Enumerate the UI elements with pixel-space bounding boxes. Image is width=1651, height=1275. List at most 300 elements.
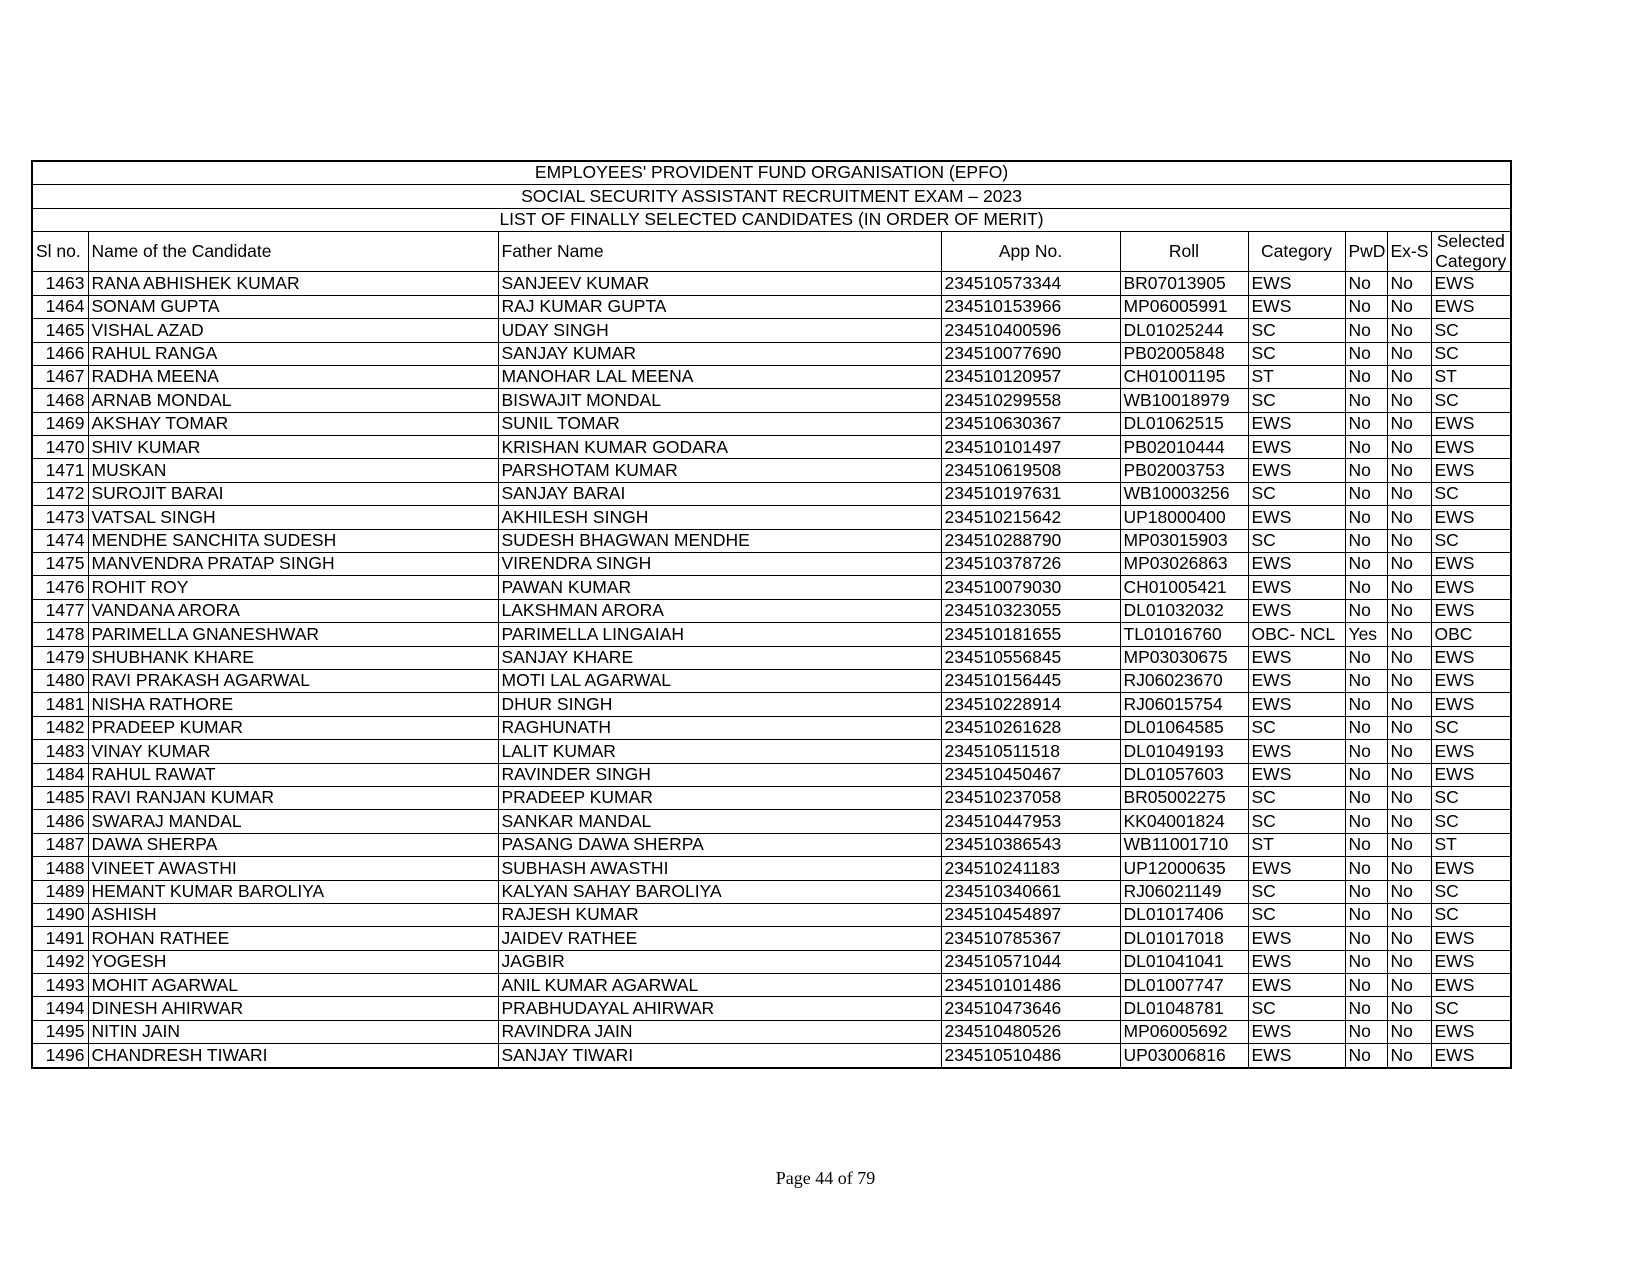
cell-ex-serviceman: No: [1387, 459, 1431, 482]
cell-roll: DL01017406: [1120, 903, 1248, 926]
table-row: [32, 459, 1511, 482]
cell-roll: BR05002275: [1120, 786, 1248, 809]
cell-pwd: No: [1345, 1020, 1387, 1043]
cell-sl-no: 1472: [32, 482, 88, 505]
cell-selected-category: EWS: [1431, 974, 1511, 997]
cell-category: SC: [1248, 810, 1345, 833]
cell-roll: DL01007747: [1120, 974, 1248, 997]
cell-ex-serviceman: No: [1387, 623, 1431, 646]
cell-sl-no: 1467: [32, 365, 88, 388]
cell-category: EWS: [1248, 599, 1345, 622]
cell-category: SC: [1248, 389, 1345, 412]
cell-roll: DL01041041: [1120, 950, 1248, 973]
cell-father-name: SANJAY KUMAR: [498, 342, 941, 365]
cell-sl-no: 1480: [32, 670, 88, 693]
cell-app-no: 234510323055: [941, 599, 1120, 622]
cell-selected-category: EWS: [1431, 1044, 1511, 1068]
header-father-name: Father Name: [498, 232, 941, 272]
table-row: [32, 365, 1511, 388]
cell-pwd: No: [1345, 389, 1387, 412]
cell-roll: MP06005692: [1120, 1020, 1248, 1043]
cell-selected-category: EWS: [1431, 670, 1511, 693]
cell-ex-serviceman: No: [1387, 833, 1431, 856]
cell-sl-no: 1477: [32, 599, 88, 622]
cell-app-no: 234510400596: [941, 319, 1120, 342]
cell-father-name: RAVINDER SINGH: [498, 763, 941, 786]
cell-candidate-name: SHUBHANK KHARE: [88, 646, 498, 669]
cell-pwd: No: [1345, 482, 1387, 505]
cell-selected-category: EWS: [1431, 693, 1511, 716]
cell-pwd: No: [1345, 459, 1387, 482]
table-row: [32, 295, 1511, 318]
cell-candidate-name: AKSHAY TOMAR: [88, 412, 498, 435]
cell-app-no: 234510299558: [941, 389, 1120, 412]
cell-ex-serviceman: No: [1387, 319, 1431, 342]
cell-roll: RJ06021149: [1120, 880, 1248, 903]
cell-selected-category: EWS: [1431, 599, 1511, 622]
cell-selected-category: SC: [1431, 342, 1511, 365]
cell-category: EWS: [1248, 763, 1345, 786]
cell-sl-no: 1474: [32, 529, 88, 552]
cell-roll: MP03030675: [1120, 646, 1248, 669]
cell-category: EWS: [1248, 295, 1345, 318]
cell-father-name: RAVINDRA JAIN: [498, 1020, 941, 1043]
table-row: [32, 436, 1511, 459]
cell-ex-serviceman: No: [1387, 927, 1431, 950]
cell-selected-category: EWS: [1431, 646, 1511, 669]
cell-sl-no: 1492: [32, 950, 88, 973]
exam-title-row: [32, 185, 1511, 208]
table-row: [32, 786, 1511, 809]
cell-father-name: RAGHUNATH: [498, 716, 941, 739]
cell-selected-category: EWS: [1431, 295, 1511, 318]
cell-ex-serviceman: No: [1387, 436, 1431, 459]
cell-selected-category: EWS: [1431, 436, 1511, 459]
cell-pwd: No: [1345, 786, 1387, 809]
cell-roll: MP03026863: [1120, 553, 1248, 576]
cell-roll: CH01001195: [1120, 365, 1248, 388]
table-row: [32, 716, 1511, 739]
cell-candidate-name: SHIV KUMAR: [88, 436, 498, 459]
cell-app-no: 234510473646: [941, 997, 1120, 1020]
cell-pwd: No: [1345, 740, 1387, 763]
cell-app-no: 234510510486: [941, 1044, 1120, 1068]
cell-selected-category: SC: [1431, 880, 1511, 903]
table-row: [32, 740, 1511, 763]
cell-ex-serviceman: No: [1387, 903, 1431, 926]
cell-sl-no: 1475: [32, 553, 88, 576]
cell-selected-category: SC: [1431, 389, 1511, 412]
cell-selected-category: EWS: [1431, 950, 1511, 973]
cell-category: ST: [1248, 833, 1345, 856]
cell-father-name: PASANG DAWA SHERPA: [498, 833, 941, 856]
cell-candidate-name: VANDANA ARORA: [88, 599, 498, 622]
cell-roll: WB11001710: [1120, 833, 1248, 856]
cell-father-name: PRADEEP KUMAR: [498, 786, 941, 809]
cell-selected-category: SC: [1431, 903, 1511, 926]
table-row: [32, 482, 1511, 505]
cell-sl-no: 1491: [32, 927, 88, 950]
cell-category: ST: [1248, 365, 1345, 388]
cell-pwd: No: [1345, 903, 1387, 926]
cell-candidate-name: MENDHE SANCHITA SUDESH: [88, 529, 498, 552]
cell-ex-serviceman: No: [1387, 740, 1431, 763]
cell-roll: BR07013905: [1120, 272, 1248, 295]
cell-app-no: 234510288790: [941, 529, 1120, 552]
table-row: [32, 553, 1511, 576]
table-row: [32, 950, 1511, 973]
table-row: [32, 623, 1511, 646]
cell-selected-category: EWS: [1431, 459, 1511, 482]
cell-pwd: No: [1345, 716, 1387, 739]
cell-father-name: PARIMELLA LINGAIAH: [498, 623, 941, 646]
cell-category: SC: [1248, 903, 1345, 926]
cell-pwd: No: [1345, 880, 1387, 903]
cell-candidate-name: PARIMELLA GNANESHWAR: [88, 623, 498, 646]
cell-app-no: 234510228914: [941, 693, 1120, 716]
cell-candidate-name: RADHA MEENA: [88, 365, 498, 388]
cell-sl-no: 1489: [32, 880, 88, 903]
cell-sl-no: 1465: [32, 319, 88, 342]
cell-roll: DL01025244: [1120, 319, 1248, 342]
cell-candidate-name: SUROJIT BARAI: [88, 482, 498, 505]
cell-ex-serviceman: No: [1387, 1044, 1431, 1068]
cell-candidate-name: NISHA RATHORE: [88, 693, 498, 716]
cell-category: OBC- NCL: [1248, 623, 1345, 646]
cell-pwd: No: [1345, 950, 1387, 973]
cell-selected-category: ST: [1431, 365, 1511, 388]
table-row: [32, 342, 1511, 365]
cell-app-no: 234510619508: [941, 459, 1120, 482]
cell-sl-no: 1484: [32, 763, 88, 786]
cell-category: EWS: [1248, 646, 1345, 669]
cell-sl-no: 1495: [32, 1020, 88, 1043]
cell-roll: DL01049193: [1120, 740, 1248, 763]
cell-roll: WB10018979: [1120, 389, 1248, 412]
cell-app-no: 234510197631: [941, 482, 1120, 505]
cell-roll: DL01062515: [1120, 412, 1248, 435]
cell-selected-category: EWS: [1431, 272, 1511, 295]
cell-candidate-name: HEMANT KUMAR BAROLIYA: [88, 880, 498, 903]
table-body: [32, 272, 1511, 1068]
cell-ex-serviceman: No: [1387, 342, 1431, 365]
cell-ex-serviceman: No: [1387, 599, 1431, 622]
cell-ex-serviceman: No: [1387, 950, 1431, 973]
cell-sl-no: 1468: [32, 389, 88, 412]
table-row: [32, 412, 1511, 435]
org-title-row: [32, 161, 1511, 185]
cell-app-no: 234510386543: [941, 833, 1120, 856]
cell-ex-serviceman: No: [1387, 576, 1431, 599]
table-row: [32, 693, 1511, 716]
cell-ex-serviceman: No: [1387, 272, 1431, 295]
cell-candidate-name: CHANDRESH TIWARI: [88, 1044, 498, 1068]
cell-father-name: DHUR SINGH: [498, 693, 941, 716]
table-header-row: [32, 232, 1511, 272]
cell-ex-serviceman: No: [1387, 1020, 1431, 1043]
cell-father-name: SANKAR MANDAL: [498, 810, 941, 833]
cell-app-no: 234510378726: [941, 553, 1120, 576]
cell-ex-serviceman: No: [1387, 295, 1431, 318]
cell-sl-no: 1496: [32, 1044, 88, 1068]
cell-candidate-name: VISHAL AZAD: [88, 319, 498, 342]
cell-app-no: 234510556845: [941, 646, 1120, 669]
cell-category: SC: [1248, 529, 1345, 552]
cell-candidate-name: SONAM GUPTA: [88, 295, 498, 318]
cell-ex-serviceman: No: [1387, 716, 1431, 739]
cell-candidate-name: DAWA SHERPA: [88, 833, 498, 856]
cell-roll: DL01017018: [1120, 927, 1248, 950]
cell-ex-serviceman: No: [1387, 974, 1431, 997]
cell-roll: MP03015903: [1120, 529, 1248, 552]
cell-category: EWS: [1248, 1020, 1345, 1043]
cell-sl-no: 1486: [32, 810, 88, 833]
cell-category: EWS: [1248, 459, 1345, 482]
cell-sl-no: 1469: [32, 412, 88, 435]
cell-selected-category: SC: [1431, 716, 1511, 739]
table-row: [32, 857, 1511, 880]
cell-pwd: No: [1345, 646, 1387, 669]
cell-app-no: 234510156445: [941, 670, 1120, 693]
list-title-row: [32, 208, 1511, 231]
cell-sl-no: 1463: [32, 272, 88, 295]
cell-pwd: No: [1345, 506, 1387, 529]
cell-selected-category: EWS: [1431, 506, 1511, 529]
cell-app-no: 234510630367: [941, 412, 1120, 435]
cell-sl-no: 1482: [32, 716, 88, 739]
cell-ex-serviceman: No: [1387, 389, 1431, 412]
cell-roll: PB02005848: [1120, 342, 1248, 365]
cell-father-name: PRABHUDAYAL AHIRWAR: [498, 997, 941, 1020]
cell-candidate-name: ROHIT ROY: [88, 576, 498, 599]
cell-father-name: SANJEEV KUMAR: [498, 272, 941, 295]
cell-father-name: MANOHAR LAL MEENA: [498, 365, 941, 388]
cell-father-name: VIRENDRA SINGH: [498, 553, 941, 576]
cell-app-no: 234510241183: [941, 857, 1120, 880]
cell-candidate-name: DINESH AHIRWAR: [88, 997, 498, 1020]
cell-category: EWS: [1248, 857, 1345, 880]
cell-ex-serviceman: No: [1387, 786, 1431, 809]
cell-pwd: No: [1345, 436, 1387, 459]
cell-ex-serviceman: No: [1387, 506, 1431, 529]
cell-selected-category: EWS: [1431, 412, 1511, 435]
cell-selected-category: EWS: [1431, 763, 1511, 786]
cell-candidate-name: VINEET AWASTHI: [88, 857, 498, 880]
cell-roll: UP03006816: [1120, 1044, 1248, 1068]
cell-category: SC: [1248, 319, 1345, 342]
cell-category: SC: [1248, 342, 1345, 365]
cell-pwd: No: [1345, 342, 1387, 365]
list-title: LIST OF FINALLY SELECTED CANDIDATES (IN ORDER OF MERIT): [32, 208, 1511, 231]
cell-app-no: 234510237058: [941, 786, 1120, 809]
cell-father-name: MOTI LAL AGARWAL: [498, 670, 941, 693]
table-row: [32, 576, 1511, 599]
header-pwd: PwD: [1345, 232, 1387, 272]
cell-ex-serviceman: No: [1387, 670, 1431, 693]
cell-pwd: No: [1345, 272, 1387, 295]
cell-ex-serviceman: No: [1387, 553, 1431, 576]
cell-category: EWS: [1248, 1044, 1345, 1068]
cell-pwd: No: [1345, 295, 1387, 318]
cell-app-no: 234510480526: [941, 1020, 1120, 1043]
cell-sl-no: 1466: [32, 342, 88, 365]
cell-sl-no: 1485: [32, 786, 88, 809]
cell-roll: UP18000400: [1120, 506, 1248, 529]
cell-pwd: Yes: [1345, 623, 1387, 646]
cell-app-no: 234510573344: [941, 272, 1120, 295]
table-row: [32, 880, 1511, 903]
cell-pwd: No: [1345, 763, 1387, 786]
org-title: EMPLOYEES' PROVIDENT FUND ORGANISATION (EPFO): [32, 161, 1511, 185]
cell-sl-no: 1464: [32, 295, 88, 318]
cell-roll: KK04001824: [1120, 810, 1248, 833]
cell-app-no: 234510511518: [941, 740, 1120, 763]
header-sl-no: Sl no.: [32, 232, 88, 272]
table-row: [32, 529, 1511, 552]
selected-candidates-table-container: [31, 160, 1507, 1069]
cell-father-name: SUDESH BHAGWAN MENDHE: [498, 529, 941, 552]
cell-pwd: No: [1345, 857, 1387, 880]
cell-pwd: No: [1345, 1044, 1387, 1068]
cell-selected-category: EWS: [1431, 1020, 1511, 1043]
cell-ex-serviceman: No: [1387, 997, 1431, 1020]
cell-father-name: UDAY SINGH: [498, 319, 941, 342]
cell-category: EWS: [1248, 553, 1345, 576]
cell-category: EWS: [1248, 927, 1345, 950]
cell-candidate-name: RAVI PRAKASH AGARWAL: [88, 670, 498, 693]
cell-candidate-name: VINAY KUMAR: [88, 740, 498, 763]
cell-pwd: No: [1345, 974, 1387, 997]
cell-ex-serviceman: No: [1387, 412, 1431, 435]
cell-category: EWS: [1248, 576, 1345, 599]
table-row: [32, 974, 1511, 997]
cell-candidate-name: ASHISH: [88, 903, 498, 926]
cell-ex-serviceman: No: [1387, 693, 1431, 716]
cell-sl-no: 1488: [32, 857, 88, 880]
cell-father-name: SUNIL TOMAR: [498, 412, 941, 435]
cell-candidate-name: RAHUL RANGA: [88, 342, 498, 365]
cell-category: EWS: [1248, 740, 1345, 763]
cell-ex-serviceman: No: [1387, 646, 1431, 669]
cell-category: SC: [1248, 482, 1345, 505]
table-row: [32, 810, 1511, 833]
cell-roll: DL01064585: [1120, 716, 1248, 739]
cell-ex-serviceman: No: [1387, 857, 1431, 880]
cell-father-name: AKHILESH SINGH: [498, 506, 941, 529]
cell-roll: PB02010444: [1120, 436, 1248, 459]
table-row: [32, 903, 1511, 926]
cell-app-no: 234510153966: [941, 295, 1120, 318]
page-footer: Page 44 of 79: [775, 1168, 876, 1188]
cell-roll: WB10003256: [1120, 482, 1248, 505]
cell-candidate-name: MUSKAN: [88, 459, 498, 482]
cell-sl-no: 1483: [32, 740, 88, 763]
cell-roll: DL01057603: [1120, 763, 1248, 786]
cell-father-name: RAJESH KUMAR: [498, 903, 941, 926]
cell-pwd: No: [1345, 833, 1387, 856]
cell-app-no: 234510101486: [941, 974, 1120, 997]
cell-father-name: SANJAY BARAI: [498, 482, 941, 505]
cell-father-name: SANJAY TIWARI: [498, 1044, 941, 1068]
cell-category: EWS: [1248, 272, 1345, 295]
cell-selected-category: EWS: [1431, 553, 1511, 576]
table-row: [32, 272, 1511, 295]
cell-candidate-name: PRADEEP KUMAR: [88, 716, 498, 739]
selected-candidates-table: [31, 160, 1512, 1069]
header-roll: Roll: [1120, 232, 1248, 272]
cell-category: EWS: [1248, 670, 1345, 693]
header-app-no: App No.: [941, 232, 1120, 272]
cell-roll: MP06005991: [1120, 295, 1248, 318]
cell-roll: TL01016760: [1120, 623, 1248, 646]
table-row: [32, 833, 1511, 856]
cell-candidate-name: MOHIT AGARWAL: [88, 974, 498, 997]
cell-pwd: No: [1345, 670, 1387, 693]
cell-candidate-name: ARNAB MONDAL: [88, 389, 498, 412]
cell-category: SC: [1248, 880, 1345, 903]
table-row: [32, 389, 1511, 412]
cell-app-no: 234510079030: [941, 576, 1120, 599]
cell-father-name: PARSHOTAM KUMAR: [498, 459, 941, 482]
cell-pwd: No: [1345, 927, 1387, 950]
cell-father-name: JAGBIR: [498, 950, 941, 973]
cell-pwd: No: [1345, 412, 1387, 435]
cell-selected-category: SC: [1431, 997, 1511, 1020]
cell-app-no: 234510447953: [941, 810, 1120, 833]
cell-app-no: 234510785367: [941, 927, 1120, 950]
cell-category: EWS: [1248, 693, 1345, 716]
exam-title: SOCIAL SECURITY ASSISTANT RECRUITMENT EXAM – 2023: [32, 185, 1511, 208]
cell-pwd: No: [1345, 599, 1387, 622]
cell-app-no: 234510101497: [941, 436, 1120, 459]
cell-pwd: No: [1345, 553, 1387, 576]
header-category: Category: [1248, 232, 1345, 272]
cell-roll: RJ06023670: [1120, 670, 1248, 693]
cell-app-no: 234510181655: [941, 623, 1120, 646]
table-row: [32, 319, 1511, 342]
cell-ex-serviceman: No: [1387, 880, 1431, 903]
cell-roll: DL01032032: [1120, 599, 1248, 622]
cell-father-name: LALIT KUMAR: [498, 740, 941, 763]
header-name: Name of the Candidate: [88, 232, 498, 272]
cell-sl-no: 1470: [32, 436, 88, 459]
cell-roll: UP12000635: [1120, 857, 1248, 880]
cell-category: EWS: [1248, 506, 1345, 529]
cell-app-no: 234510077690: [941, 342, 1120, 365]
cell-roll: RJ06015754: [1120, 693, 1248, 716]
cell-candidate-name: SWARAJ MANDAL: [88, 810, 498, 833]
table-row: [32, 670, 1511, 693]
cell-pwd: No: [1345, 810, 1387, 833]
cell-father-name: PAWAN KUMAR: [498, 576, 941, 599]
cell-sl-no: 1493: [32, 974, 88, 997]
header-selected-category: Selected Category: [1431, 232, 1511, 272]
cell-roll: DL01048781: [1120, 997, 1248, 1020]
cell-pwd: No: [1345, 365, 1387, 388]
cell-ex-serviceman: No: [1387, 529, 1431, 552]
cell-sl-no: 1478: [32, 623, 88, 646]
cell-app-no: 234510450467: [941, 763, 1120, 786]
table-row: [32, 599, 1511, 622]
cell-app-no: 234510454897: [941, 903, 1120, 926]
cell-category: EWS: [1248, 436, 1345, 459]
cell-father-name: RAJ KUMAR GUPTA: [498, 295, 941, 318]
cell-father-name: SUBHASH AWASTHI: [498, 857, 941, 880]
cell-pwd: No: [1345, 319, 1387, 342]
cell-ex-serviceman: No: [1387, 810, 1431, 833]
cell-sl-no: 1473: [32, 506, 88, 529]
cell-selected-category: EWS: [1431, 576, 1511, 599]
